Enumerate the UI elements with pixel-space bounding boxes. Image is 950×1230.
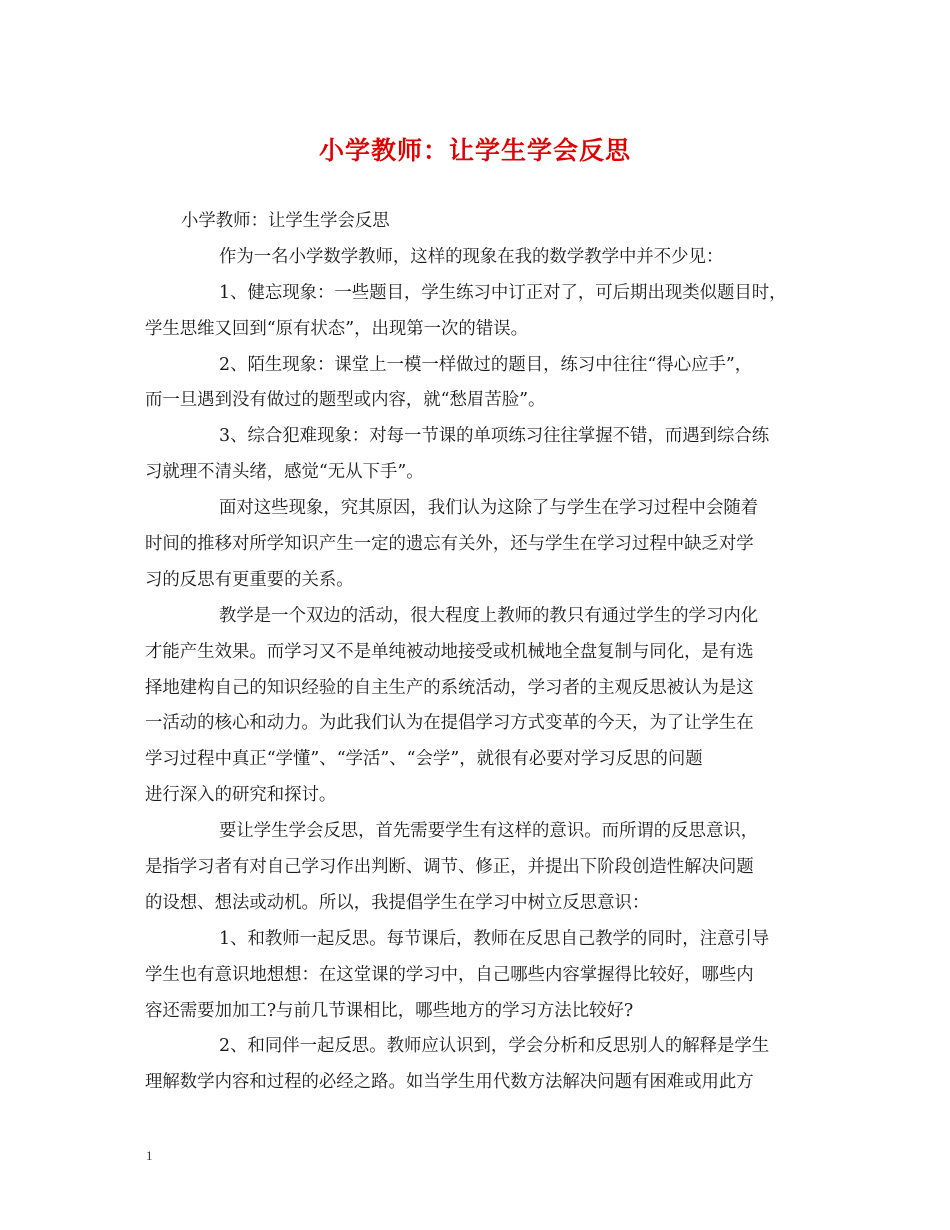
body-line: 一活动的核心和动力。为此我们认为在提倡学习方式变革的今天，为了让学生在 (145, 713, 754, 734)
body-line: 进行深入的研究和探讨。 (145, 785, 337, 806)
body-line: 容还需要加加工?与前几节课相比，哪些地方的学习方法比较好? (145, 1000, 634, 1021)
body-line: 时间的推移对所学知识产生一定的遗忘有关外，还与学生在学习过程中缺乏对学 (145, 534, 754, 555)
body-line: 1、和教师一起反思。每节课后，教师在反思自己教学的同时，注意引导 (219, 928, 770, 949)
body-line: 教学是一个双边的活动，很大程度上教师的教只有通过学生的学习内化 (219, 605, 759, 626)
document-body (145, 204, 810, 1101)
body-line: 才能产生效果。而学习又不是单纯被动地接受或机械地全盘复制与同化，是有选 (145, 641, 754, 662)
body-line: 要让学生学会反思，首先需要学生有这样的意识。而所谓的反思意识， (219, 821, 759, 842)
body-line: 学生思维又回到“原有状态”，出现第一次的错误。 (145, 318, 528, 339)
body-line: 小学教师：让学生学会反思 (181, 211, 390, 231)
body-line: 是指学习者有对自己学习作出判断、调节、修正，并提出下阶段创造性解决问题 (145, 857, 754, 878)
document-title: 小学教师：让学生学会反思 (318, 136, 631, 165)
body-line: 3、综合犯难现象：对每一节课的单项练习往往掌握不错，而遇到综合练 (219, 426, 770, 447)
body-line: 学生也有意识地想想：在这堂课的学习中，自己哪些内容掌握得比较好，哪些内 (145, 964, 754, 985)
body-line: 择地建构自己的知识经验的自主生产的系统活动，学习者的主观反思被认为是这 (145, 677, 754, 698)
body-line: 面对这些现象，究其原因，我们认为这除了与学生在学习过程中会随着 (219, 498, 759, 519)
body-line: 习就理不清头绪，感觉“无从下手”。 (145, 462, 424, 483)
body-line: 习的反思有更重要的关系。 (145, 569, 354, 590)
body-line: 1、健忘现象：一些题目，学生练习中订正对了，可后期出现类似题目时， (219, 282, 787, 303)
page-number: 1 (146, 1148, 153, 1163)
body-line: 2、和同伴一起反思。教师应认识到，学会分析和反思别人的解释是学生 (219, 1036, 770, 1057)
body-line: 理解数学内容和过程的必经之路。如当学生用代数方法解决问题有困难或用此方 (145, 1072, 754, 1093)
body-line: 的设想、想法或动机。所以，我提倡学生在学习中树立反思意识： (145, 892, 650, 913)
body-line: 2、陌生现象：课堂上一模一样做过的题目，练习中往往“得心应手”， (219, 354, 753, 375)
body-line: 作为一名小学数学教师，这样的现象在我的数学教学中并不少见： (219, 246, 724, 267)
body-line: 而一旦遇到没有做过的题型或内容，就“愁眉苦脸”。 (145, 390, 546, 411)
body-line: 学习过程中真正“学懂”、“学活”、“会学”，就很有必要对学习反思的问题 (145, 749, 703, 770)
